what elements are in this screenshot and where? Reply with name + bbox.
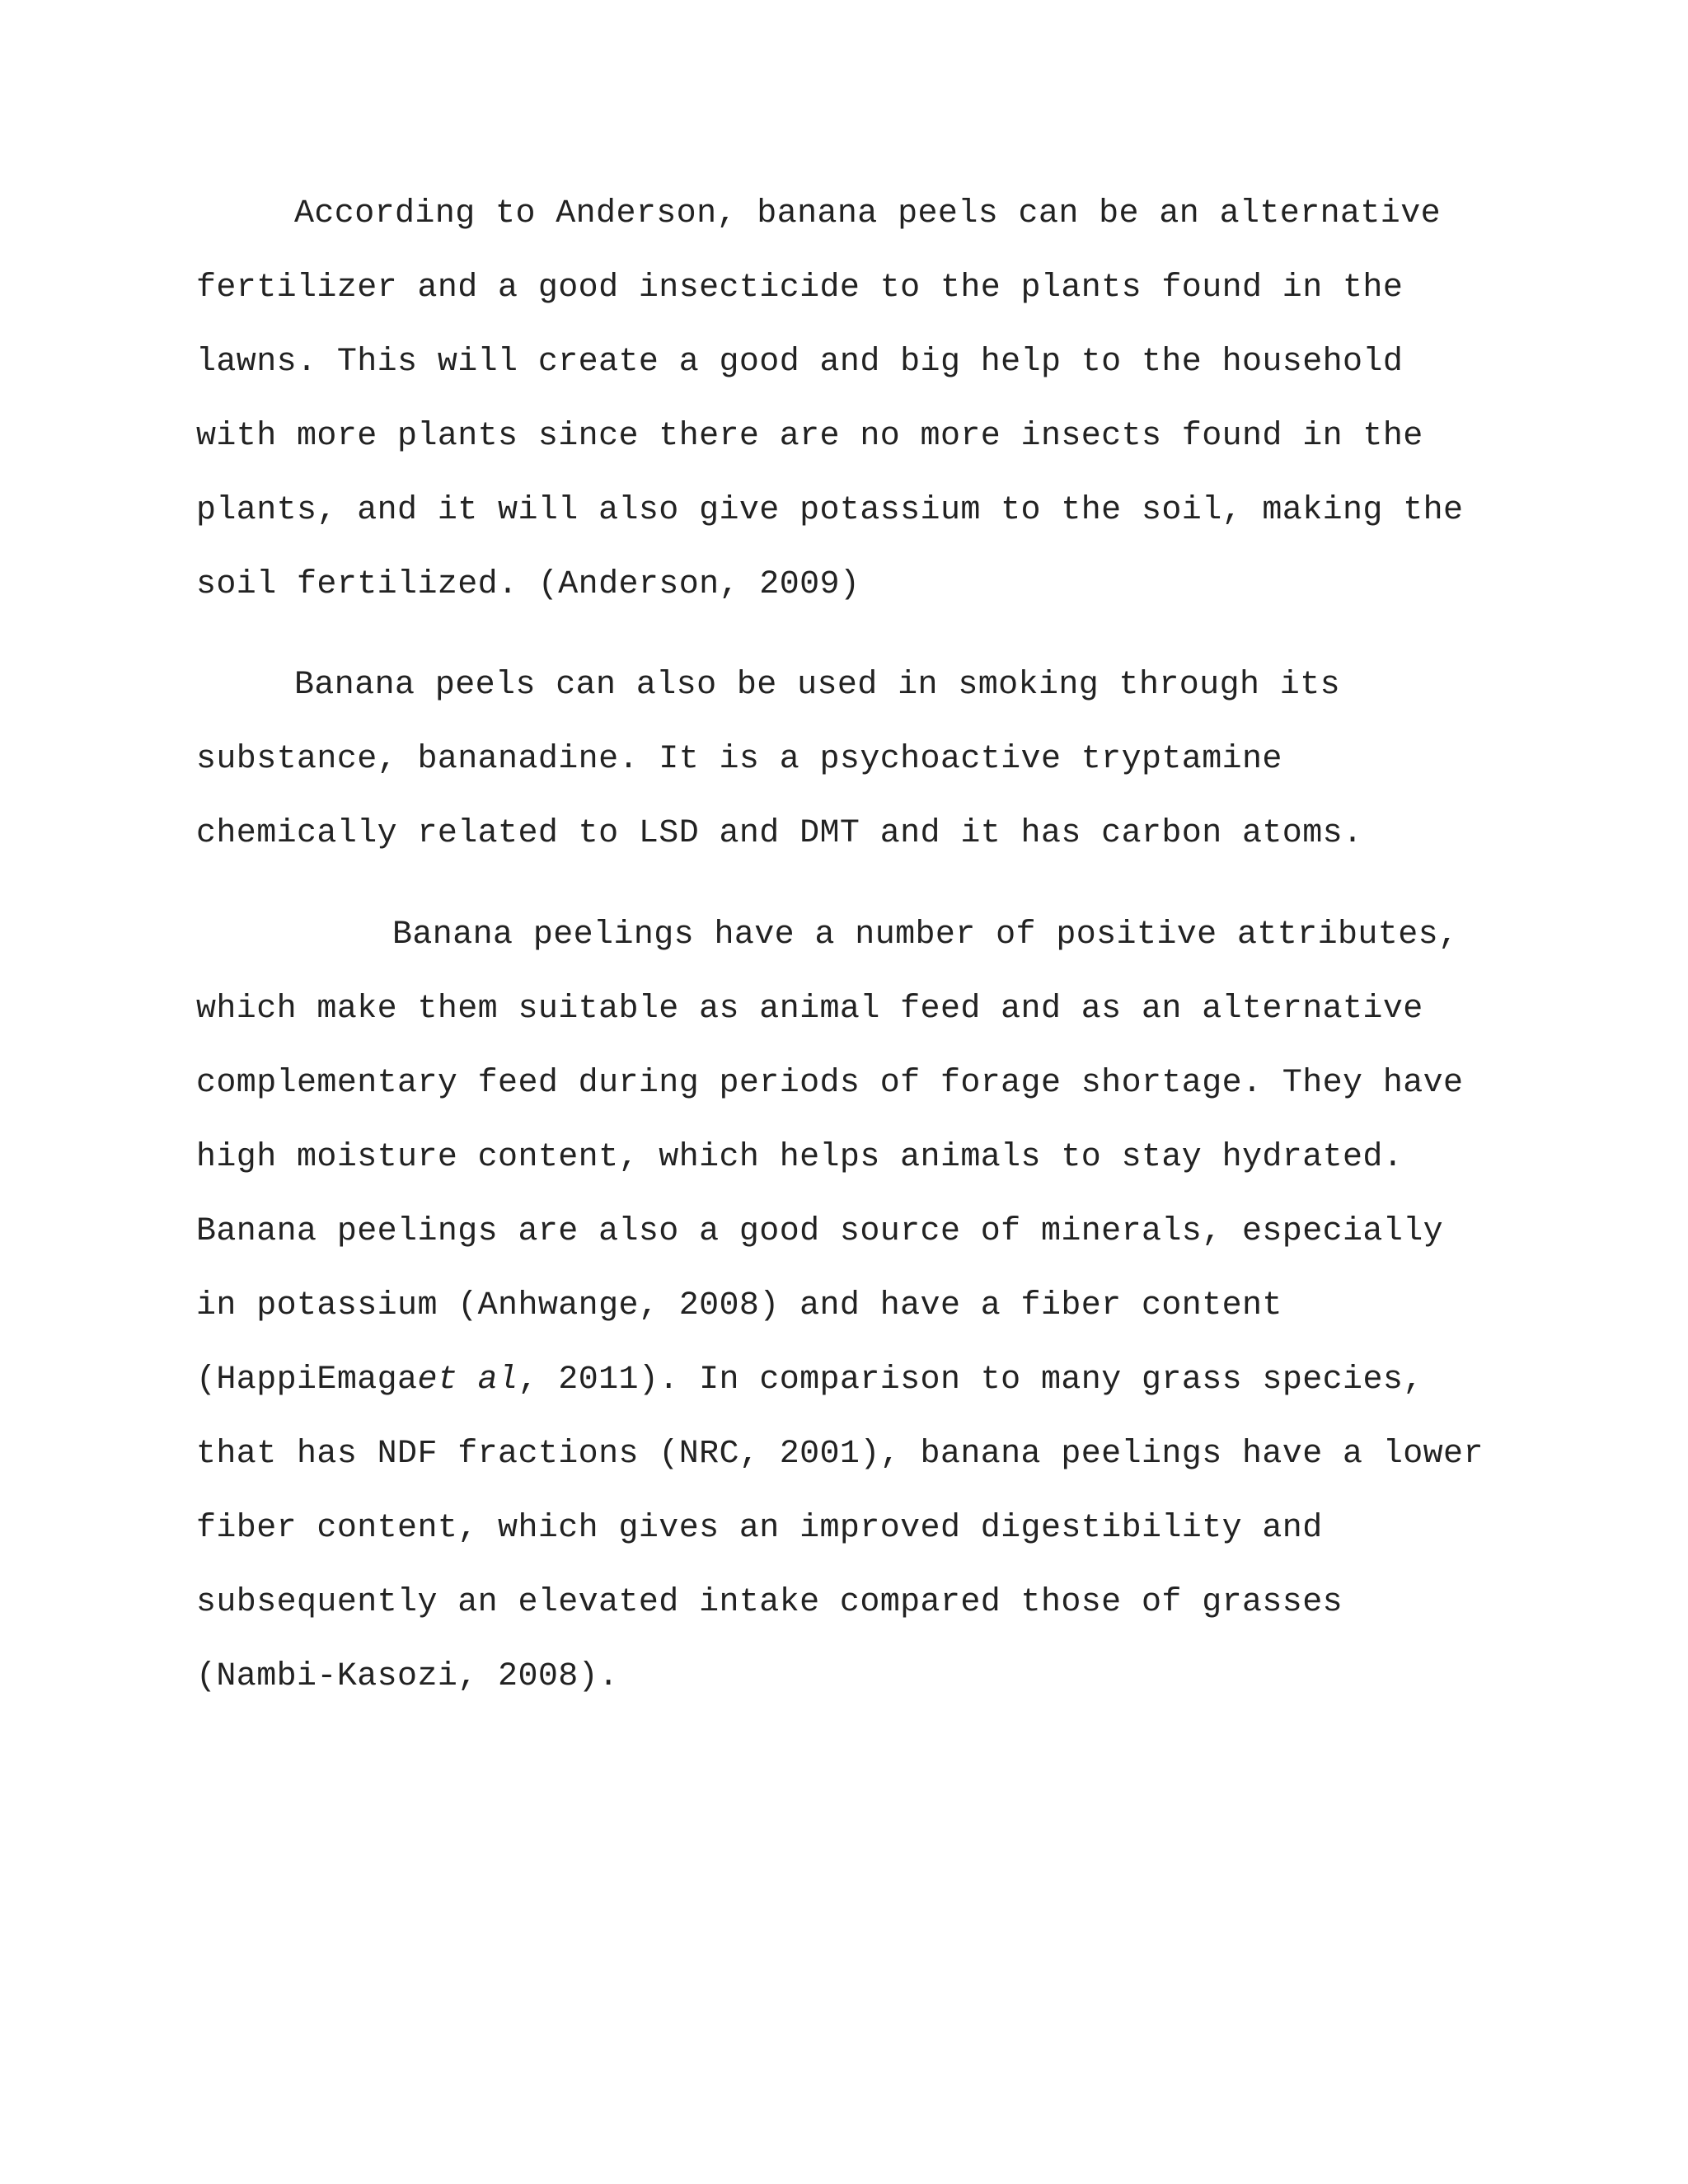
- paragraph-1-line-6: soil fertilized. (Anderson, 2009): [196, 566, 860, 603]
- paragraph-3-line-10: subsequently an elevated intake compared those of grasses: [196, 1584, 1343, 1621]
- paragraph-1-line-2: fertilizer and a good insecticide to the plants found in the: [196, 269, 1404, 307]
- paragraph-3-line-1: Banana peelings have a number of positive attributes,: [392, 916, 1459, 954]
- paragraph-1-line-4: with more plants since there are no more insects found in the: [196, 418, 1423, 455]
- paragraph-3-line-7: [196, 1361, 1423, 1400]
- paragraph-2-line-2: substance, bananadine. It is a psychoactive tryptamine: [196, 741, 1282, 778]
- paragraph-1-line-5: plants, and it will also give potassium to the soil, making the: [196, 492, 1464, 529]
- paragraph-1-line-3: lawns. This will create a good and big help to the household: [196, 344, 1404, 381]
- paragraph-2-line-3: chemically related to LSD and DMT and it has carbon atoms.: [196, 815, 1363, 852]
- paragraph-3-line-8: that has NDF fractions (NRC, 2001), banana peelings have a lower: [196, 1436, 1484, 1473]
- paragraph-3-line-9: fiber content, which gives an improved digestibility and: [196, 1510, 1323, 1547]
- paragraph-3-line-4: high moisture content, which helps animals to stay hydrated.: [196, 1139, 1404, 1176]
- citation-et-al: et al: [417, 1361, 518, 1399]
- paragraph-3-line-6: in potassium (Anhwange, 2008) and have a fiber content: [196, 1287, 1282, 1324]
- paragraph-3-line-2: which make them suitable as animal feed and as an alternative: [196, 991, 1423, 1028]
- citation-author: (HappiEmaga: [196, 1361, 418, 1399]
- paragraph-3-line-5: Banana peelings are also a good source of minerals, especially: [196, 1213, 1444, 1250]
- paragraph-3-line-11: (Nambi-Kasozi, 2008).: [196, 1658, 619, 1695]
- paragraph-2-line-1: Banana peels can also be used in smoking through its: [294, 667, 1341, 704]
- paragraph-1-line-1: According to Anderson, banana peels can be an alternative: [294, 195, 1442, 232]
- paragraph-3-line-7-rest: , 2011). In comparison to many grass species,: [518, 1361, 1423, 1399]
- paragraph-3-line-3: complementary feed during periods of forage shortage. They have: [196, 1065, 1464, 1102]
